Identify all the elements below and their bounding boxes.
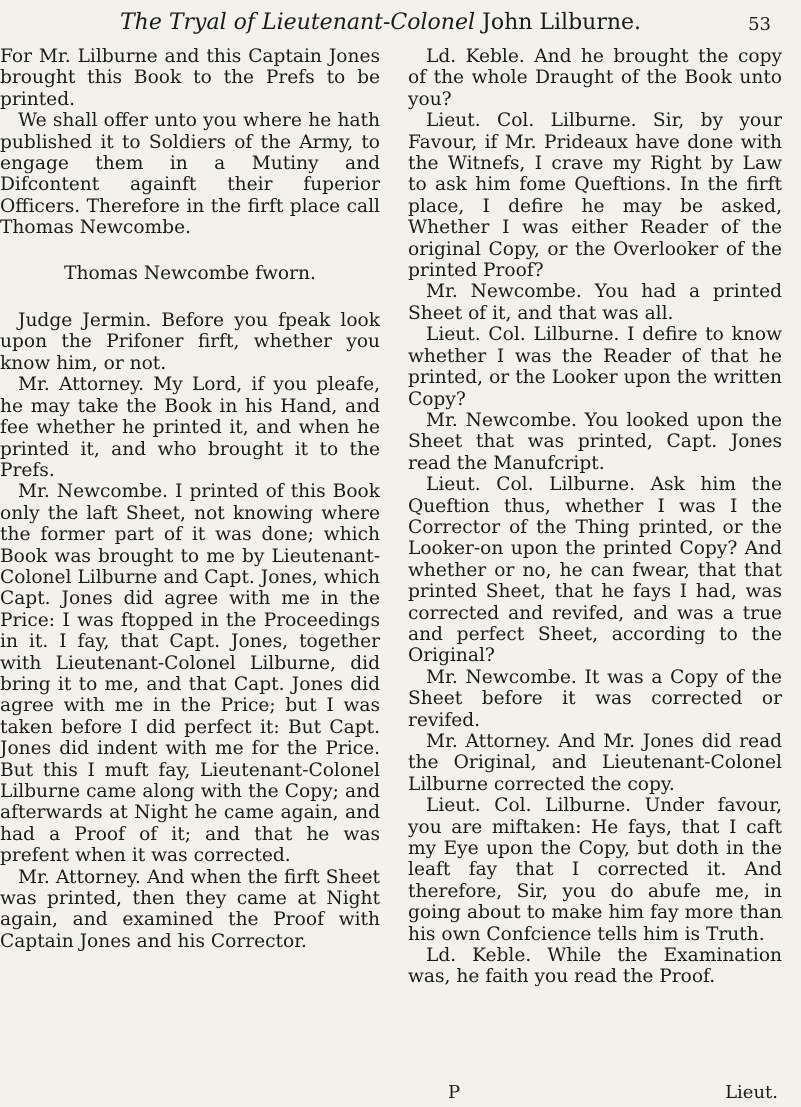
- paragraph: Judge Jermin. Before you fpeak look upon the Prifoner firft, whether you know him, or not.: [0, 310, 380, 374]
- paragraph: Mr. Attorney. And Mr. Jones did read the Original, and Lieutenant-Colonel Lilburne corrected the copy.: [408, 731, 782, 795]
- paragraph: Mr. Newcombe. I printed of this Book only the laft Sheet, not knowing where the former part of it was done; which Book was brought to me by Lieutenant-Colonel Lilburne and Capt. Jones, which Capt. Jones did agree with me in the Price: I was ftopped in the Proceedings in it. I fay, that Capt. Jones, together with Lieutenant-Colonel Lilburne, did bring it to me, and that Capt. Jones did agree with me in the Price; but I was taken before I did perfect it: But Capt. Jones did indent with me for the Price. But this I muft fay, Lieutenant-Colonel Lilburne came along with the Copy; and afterwards at Night he came again, and had a Proof of it; and that he was prefent when it was corrected.: [0, 481, 380, 867]
- right-column: [408, 46, 782, 988]
- paragraph: Mr. Newcombe. You looked upon the Sheet that was printed, Capt. Jones read the Manufcript.: [408, 409, 782, 474]
- sworn-heading: Thomas Newcombe fworn.: [64, 262, 316, 284]
- running-head: [120, 10, 720, 35]
- paragraph: Mr. Attorney. And when the firft Sheet was printed, then they came at Night again, and examined the Proof with Captain Jones and his Corrector.: [0, 866, 380, 952]
- paragraph: We shall offer unto you where he hath published it to Soldiers of the Army, to engage them in a Mutiny and Difcontent againft their fuperior Officers. Therefore in the firft place call Thomas Newcombe.: [0, 110, 380, 239]
- paragraph: Lieut. Col. Lilburne. I defire to know whether I was the Reader of that he printed, or the Looker upon the written Copy?: [408, 324, 782, 410]
- paragraph: Mr. Attorney. My Lord, if you pleafe, he may take the Book in his Hand, and fee whether he printed it, and when he printed it, and who brought it to the Prefs.: [0, 374, 380, 481]
- paragraph: Mr. Newcombe. You had a printed Sheet of it, and that was all.: [408, 281, 782, 324]
- paragraph: Lieut. Col. Lilburne. Under favour, you are miftaken: He fays, that I caft my Eye upon the Copy, but doth in the leaft fay that I corrected it. And therefore, Sir, you do abufe me, in going about to make him fay more than his own Confcience tells him is Truth.: [408, 795, 782, 945]
- catchword: Lieut.: [725, 1082, 778, 1103]
- left-column: [0, 46, 380, 952]
- page-number: 53: [748, 14, 771, 35]
- paragraph: Ld. Keble. And he brought the copy of the whole Draught of the Book unto you?: [408, 46, 782, 110]
- running-head-title: The Tryal of Lieutenant-Colonel: [120, 10, 476, 35]
- running-head-name: John Lilburne.: [482, 10, 642, 35]
- paragraph: Lieut. Col. Lilburne. Ask him the Queftion thus, whether I was I the Corrector of the Thing printed, or the Looker-on upon the printed Copy? And whether or no, he can fwear, that that printed Sheet, that he fays I had, was corrected and revifed, and was a true and perfect Sheet, according to the Original?: [408, 474, 782, 667]
- paragraph: Lieut. Col. Lilburne. Sir, by your Favour, if Mr. Prideaux have done with the Witnefs, I crave my Right by Law to ask him fome Queftions. In the firft place, I defire he may be asked, Whether I was either Reader of the original Copy, or the Overlooker of the printed Proof?: [408, 110, 782, 282]
- paragraph: Ld. Keble. While the Examination was, he faith you read the Proof.: [408, 945, 782, 988]
- signature-mark: P: [448, 1082, 461, 1103]
- paragraph: For Mr. Lilburne and this Captain Jones brought this Book to the Prefs to be printed.: [0, 46, 380, 110]
- paragraph: Mr. Newcombe. It was a Copy of the Sheet before it was corrected or revifed.: [408, 666, 782, 731]
